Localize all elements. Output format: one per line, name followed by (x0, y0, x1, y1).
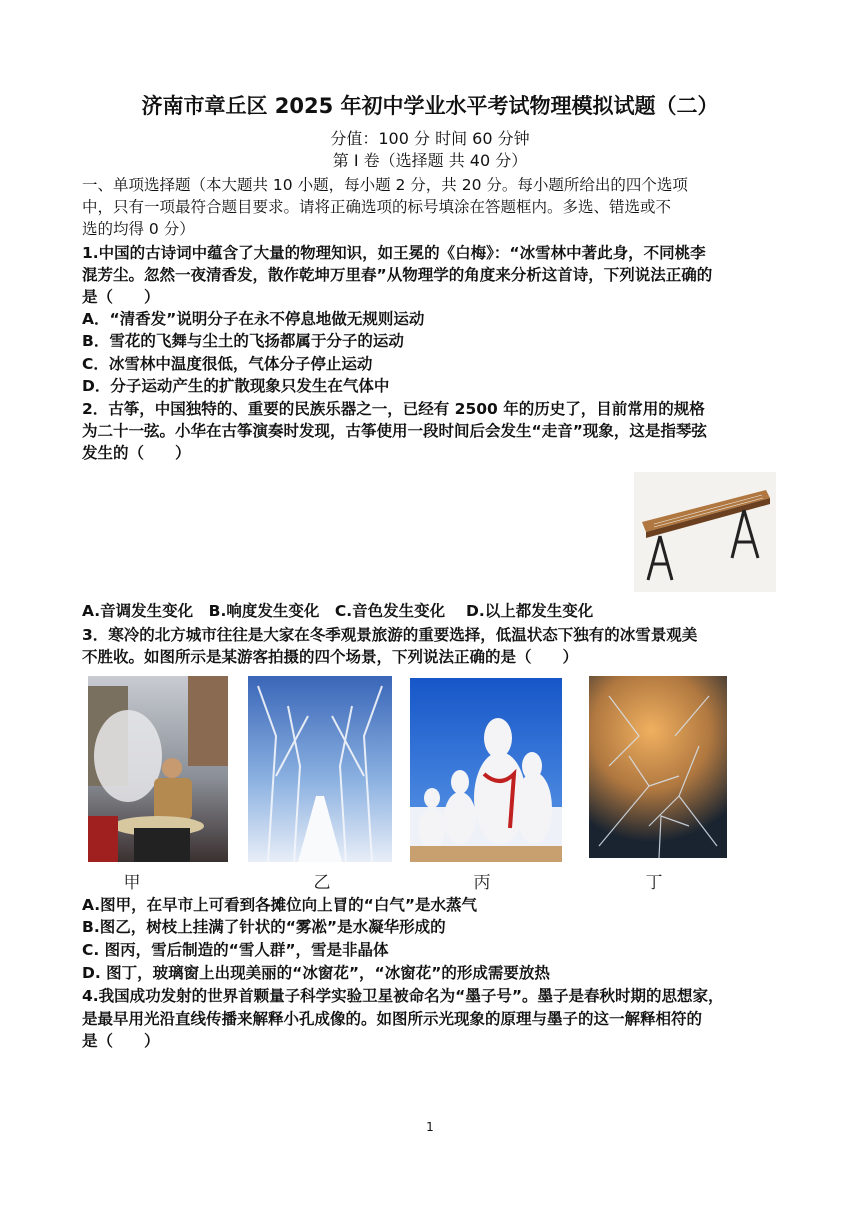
q4-stem-line: 是最早用光沿直线传播来解释小孔成像的。如图所示光现象的原理与墨子的这一解释相符的 (82, 1010, 703, 1028)
q1-stem-line: 1.中国的古诗词中蕴含了大量的物理知识，如王冕的《白梅》：“冰雪林中著此身，不同桃李 (82, 244, 706, 262)
q1-stem-line: 混芳尘。忽然一夜清香发，散作乾坤万里春”从物理学的角度来分析这首诗，下列说法正确的 (82, 266, 713, 284)
guzheng-image (634, 472, 776, 592)
section-instructions-line: 中，只有一项最符合题目要求。请将正确选项的标号填涂在答题框内。多选、错选或不 (82, 198, 672, 216)
score-time: 分值：100 分 时间 60 分钟 (330, 129, 530, 148)
q2-stem-line: 2．古筝，中国独特的、重要的民族乐器之一，已经有 2500 年的历史了，目前常用的规格 (82, 400, 705, 418)
caption-ding: 丁 (645, 873, 663, 893)
q2-stem-line: 发生的（ ） (82, 444, 191, 462)
q4-stem-line: 4.我国成功发射的世界首颗量子科学实验卫星被命名为“墨子号”。墨子是春秋时期的思想家， (82, 987, 724, 1005)
q2-stem-line: 为二十一弦。小华在古筝演奏时发现，古筝使用一段时间后会发生“走音”现象，这是指琴弦 (82, 422, 707, 440)
photo-yi-rime-trees (248, 676, 392, 862)
q3-option-d: D. 图丁，玻璃窗上出现美丽的“冰窗花”，“冰窗花”的形成需要放热 (82, 964, 550, 982)
page-number: 1 (426, 1120, 434, 1134)
q1-option-c: C．冰雪林中温度很低，气体分子停止运动 (82, 355, 373, 373)
q1-option-d: D．分子运动产生的扩散现象只发生在气体中 (82, 377, 390, 395)
q2-options: A.音调发生变化 B.响度发生变化 C.音色发生变化 D.以上都发生变化 (82, 602, 594, 620)
photo-ding-frost-flowers (589, 676, 727, 858)
caption-bing: 丙 (473, 873, 491, 893)
q3-option-c: C. 图丙，雪后制造的“雪人群”，雪是非晶体 (82, 941, 389, 959)
photo-jia-market (88, 676, 228, 862)
q3-option-a: A.图甲，在早市上可看到各摊位向上冒的“白气”是水蒸气 (82, 896, 478, 914)
caption-jia: 甲 (123, 873, 141, 893)
q1-option-b: B．雪花的飞舞与尘土的飞扬都属于分子的运动 (82, 332, 404, 350)
volume-heading: 第 I 卷（选择题 共 40 分） (332, 151, 528, 170)
page-title: 济南市章丘区 2025 年初中学业水平考试物理模拟试题（二） (141, 94, 719, 118)
q3-stem-line: 3．寒冷的北方城市往往是大家在冬季观景旅游的重要选择，低温状态下独有的冰雪景观美 (82, 626, 698, 644)
photo-bing-snowmen (410, 678, 562, 862)
q4-stem-line: 是（ ） (82, 1032, 160, 1050)
section-instructions-line: 一、单项选择题（本大题共 10 小题，每小题 2 分，共 20 分。每小题所给出的四个选项 (82, 176, 688, 194)
q3-option-b: B.图乙，树枝上挂满了针状的“雾凇”是水凝华形成的 (82, 918, 446, 936)
caption-yi: 乙 (313, 873, 331, 893)
q3-stem-line: 不胜收。如图所示是某游客拍摄的四个场景，下列说法正确的是（ ） (82, 648, 579, 666)
section-instructions-line: 选的均得 0 分） (82, 220, 195, 238)
q1-option-a: A．“清香发”说明分子在永不停息地做无规则运动 (82, 310, 425, 328)
q1-stem-line: 是（ ） (82, 288, 160, 306)
